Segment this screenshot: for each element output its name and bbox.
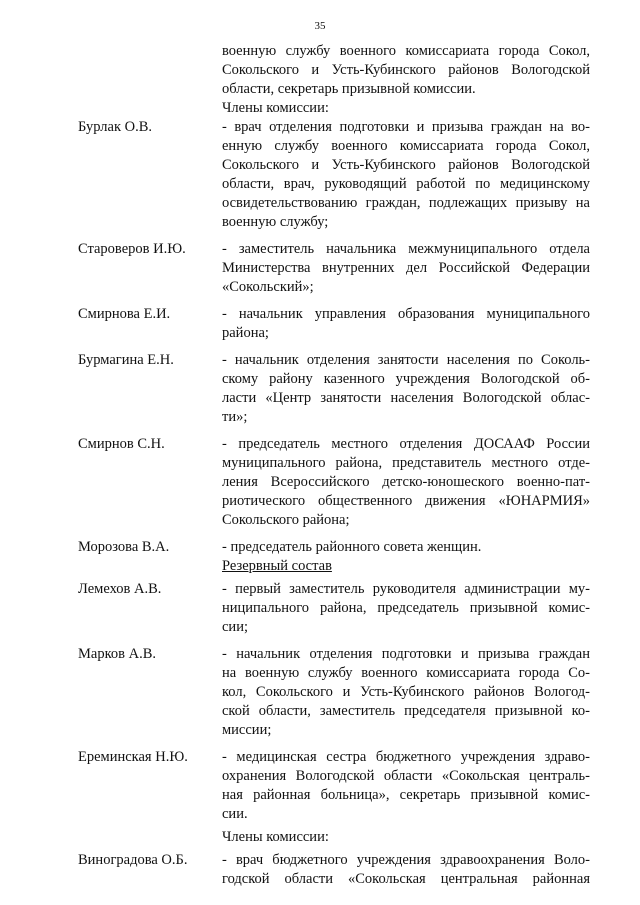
member-name: Марков А.В. xyxy=(78,646,157,662)
member-name: Ереминская Н.Ю. xyxy=(78,749,188,765)
text-line: сии. xyxy=(222,806,248,822)
member-row xyxy=(78,240,590,297)
text-line: ской области, заместитель председателя призывной ко- xyxy=(222,703,590,719)
member-description xyxy=(222,240,590,297)
member-description xyxy=(222,580,590,637)
member-name: Смирнов С.Н. xyxy=(78,436,165,452)
text-line: - начальник управления образования муниципального xyxy=(222,306,590,322)
text-line: годской области «Сокольская центральная районная xyxy=(222,871,590,887)
member-row xyxy=(78,851,590,889)
member-row xyxy=(78,351,590,427)
continuation-text xyxy=(222,42,590,99)
text-line: Сокольского и Усть-Кубинского районов Вологодской xyxy=(222,157,590,173)
member-name: Бурмагина Е.Н. xyxy=(78,352,174,368)
text-line: области, врач, руководящий работой по медицинскому xyxy=(222,176,590,192)
text-line: военную службу; xyxy=(222,214,329,230)
member-name: Виноградова О.Б. xyxy=(78,852,188,868)
page-number: 35 xyxy=(314,20,326,32)
text-line: - врач отделения подготовки и призыва граждан на во- xyxy=(222,119,590,135)
text-line: ная районная больница», секретарь призывной комис- xyxy=(222,787,590,803)
member-name: Морозова В.А. xyxy=(78,539,170,555)
continuation-block xyxy=(78,42,590,99)
text-line: - врач бюджетного учреждения здравоохранения Воло- xyxy=(222,852,590,868)
members-list-2 xyxy=(78,851,590,889)
text-line: охранения Вологодской области «Сокольская централь- xyxy=(222,768,590,784)
text-line: муниципального района, представитель местного отде- xyxy=(222,455,590,471)
text-line: - начальник отделения занятости населения по Соколь- xyxy=(222,352,590,368)
text-line: ления Всероссийского детско-юношеского военно-пат- xyxy=(222,474,590,490)
text-line: - председатель местного отделения ДОСААФ России xyxy=(222,436,590,452)
document-body xyxy=(78,42,590,889)
text-line: области, секретарь призывной комиссии. xyxy=(222,81,476,97)
text-line: миссии; xyxy=(222,722,272,738)
member-description xyxy=(222,351,590,427)
member-name: Бурлак О.В. xyxy=(78,119,153,135)
member-name: Староверов И.Ю. xyxy=(78,241,186,257)
text-line: кол, Сокольского и Усть-Кубинского районов Вологод- xyxy=(222,684,590,700)
text-line: Сокольского района; xyxy=(222,512,350,528)
member-row xyxy=(78,580,590,637)
text-line: скому району казенного учреждения Вологодской об- xyxy=(222,371,590,387)
text-line: на военную службу военного комиссариата города Со- xyxy=(222,665,590,681)
member-description xyxy=(222,748,590,824)
member-description xyxy=(222,305,590,343)
member-row xyxy=(78,435,590,530)
member-row xyxy=(78,118,590,232)
text-line: - первый заместитель руководителя администрации му- xyxy=(222,581,590,597)
text-line: ласти «Центр занятости населения Вологодской облас- xyxy=(222,390,590,406)
section-heading-2: Члены комиссии: xyxy=(222,829,329,845)
members-list xyxy=(78,118,590,557)
reserve-list xyxy=(78,580,590,824)
text-line: «Сокольский»; xyxy=(222,279,314,295)
text-line: района; xyxy=(222,325,269,341)
text-line: енную службу военного комиссариата города Сокол, xyxy=(222,138,590,154)
text-line: - медицинская сестра бюджетного учреждения здраво- xyxy=(222,749,590,765)
member-name: Лемехов А.В. xyxy=(78,581,162,597)
member-description xyxy=(222,538,590,557)
member-row xyxy=(78,645,590,740)
member-description xyxy=(222,645,590,740)
text-line: освидетельствованию граждан, подлежащих призыву на xyxy=(222,195,590,211)
member-row xyxy=(78,748,590,824)
text-line: военную службу военного комиссариата города Сокол, xyxy=(222,43,590,59)
text-line: Министерства внутренних дел Российской Федерации xyxy=(222,260,590,276)
text-line: - председатель районного совета женщин. xyxy=(222,539,482,555)
section-heading: Члены комиссии: xyxy=(222,100,329,116)
text-line: ти»; xyxy=(222,409,248,425)
text-line: - заместитель начальника межмуниципального отдела xyxy=(222,241,590,257)
reserve-heading: Резервный состав xyxy=(222,558,332,574)
member-description xyxy=(222,118,590,232)
member-name: Смирнова Е.И. xyxy=(78,306,171,322)
text-line: Сокольского и Усть-Кубинского районов Вологодской xyxy=(222,62,590,78)
member-row xyxy=(78,305,590,343)
text-line: риотического общественного движения «ЮНАРМИЯ» xyxy=(222,493,590,509)
text-line: - начальник отделения подготовки и призыва граждан xyxy=(222,646,590,662)
member-description xyxy=(222,435,590,530)
member-description xyxy=(222,851,590,889)
text-line: ниципального района, председатель призывной комис- xyxy=(222,600,590,616)
text-line: сии; xyxy=(222,619,248,635)
member-row xyxy=(78,538,590,557)
